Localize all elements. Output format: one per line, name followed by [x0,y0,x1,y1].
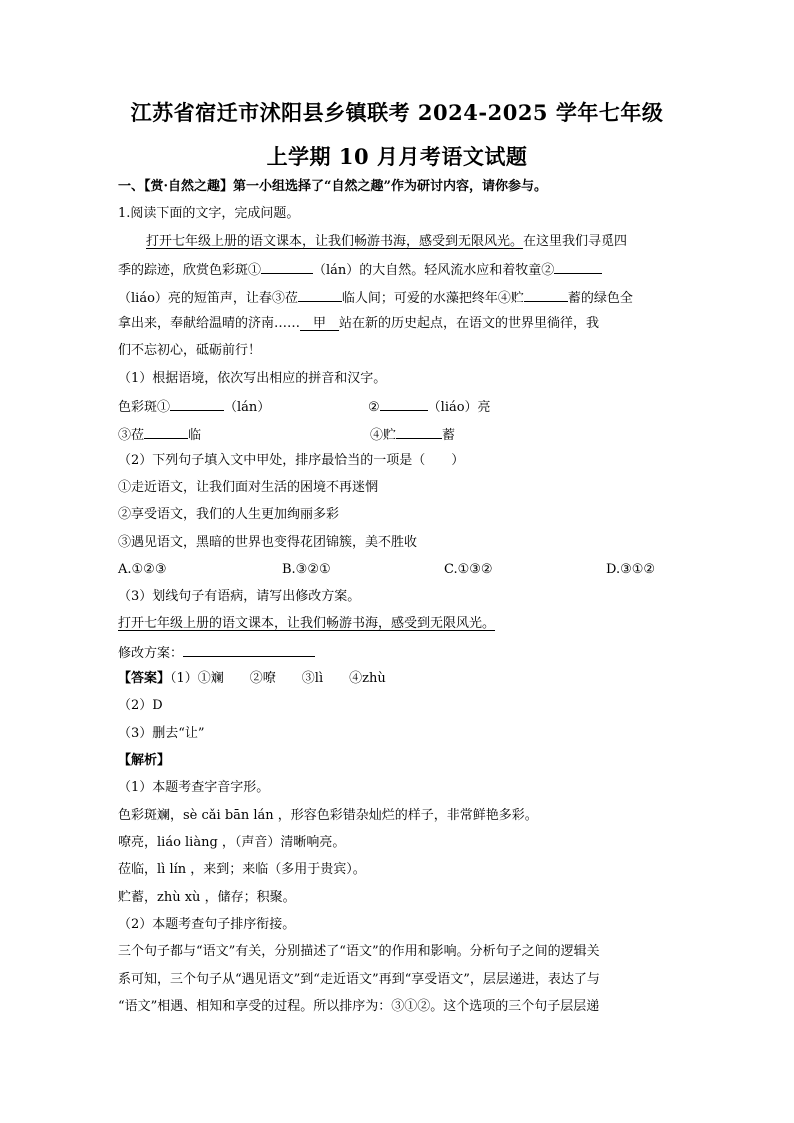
document-title-line1: 江苏省宿迁市沭阳县乡镇联考 2024-2025 学年七年级 [130,100,664,125]
option-b[interactable]: B.③②① [282,562,331,577]
analysis-line-4: 莅临，lì lín ，来到；来临（多用于贵宾）。 [118,862,366,877]
answer-blank[interactable] [298,288,342,302]
answer-line-2: （2）D [118,698,163,713]
analysis-line-2: 色彩斑斓，sè cǎi bān lán ，形容色彩错杂灿烂的样子，非常鲜艳多彩。 [118,808,538,823]
answer-line-1: 【答案】（1）①斓 ②嘹 ③lì ④zhù [118,671,386,686]
fill-item-3: ③莅 临 [118,425,201,445]
analysis-line-8: 系可知，三个句子从“遇见语文”到“走近语文”再到“享受语文”，层层递进，表达了与 [118,972,600,987]
answer-blank[interactable] [554,260,602,274]
sub-question-3-stem: （3）划线句子有语病，请写出修改方案。 [118,589,361,604]
faulty-sentence: 打开七年级上册的语文课本，让我们畅游书海，感受到无限风光。 [118,616,496,631]
question-stem: 1.阅读下面的文字，完成问题。 [118,206,300,221]
answer-blank[interactable] [396,425,442,439]
option-a[interactable]: A.①②③ [118,562,167,577]
fix-line: 修改方案： [118,643,315,663]
analysis-line-3: 嘹亮，liáo liàng ，（声音）清晰响亮。 [118,835,346,850]
fill-item-2: ② （liáo）亮 [368,397,491,417]
answer-line-3: （3）删去“让” [118,726,205,741]
analysis-line-1: （1）本题考查字音字形。 [118,780,270,795]
answer-blank[interactable] [380,397,428,411]
analysis-label: 【解析】 [118,753,171,768]
option-d[interactable]: D.③①② [606,562,656,577]
passage-line-2: 季的踪迹，欣赏色彩斑① （lán）的大自然。轻风流水应和着牧童② [118,260,602,280]
answer-blank[interactable] [261,260,313,274]
sub-question-2-stem: （2）下列句子填入文中甲处，排序最恰当的一项是（ ） [118,453,465,468]
analysis-line-5: 贮蓄，zhù xù ，储存；积聚。 [118,890,296,905]
answer-blank[interactable] [183,643,315,657]
option-c[interactable]: C.①③② [444,562,493,577]
passage-line-1: 打开七年级上册的语文课本，让我们畅游书海，感受到无限风光。在这里我们寻觅四 [146,234,628,249]
passage-line-3: （liáo）亮的短笛声，让春③莅 临人间；可爱的水藻把终年④贮 蓄的绿色全 [118,288,633,308]
answer-blank[interactable] [170,397,224,411]
analysis-line-6: （2）本题考查句子排序衔接。 [118,917,296,932]
analysis-line-9: “语文”相遇、相知和享受的过程。所以排序为：③①②。这个选项的三个句子层层递 [118,999,600,1014]
answer-blank[interactable] [524,288,568,302]
analysis-line-7: 三个句子都与“语文”有关，分别描述了“语文”的作用和影响。分析句子之间的逻辑关 [118,944,600,959]
sentence-2: ②享受语文，我们的人生更加绚丽多彩 [118,507,340,522]
section-heading: 一、【赏·自然之趣】第一小组选择了“自然之趣”作为研讨内容，请你参与。 [118,179,547,194]
blank-jia: 甲 [313,316,327,331]
fill-item-1: 色彩斑① （lán） [118,397,270,417]
sentence-3: ③遇见语文，黑暗的世界也变得花团锦簇，美不胜收 [118,535,418,550]
passage-line-4: 拿出来，奉献给温晴的济南…… 甲 站在新的历史起点，在语文的世界里徜徉，我 [118,316,600,331]
answer-blank[interactable] [144,425,188,439]
passage-line-5: 们不忘初心，砥砺前行！ [118,343,262,358]
underlined-sentence: 打开七年级上册的语文课本，让我们畅游书海，感受到无限风光。 [146,234,524,249]
sentence-1: ①走近语文，让我们面对生活的困境不再迷惘 [118,480,379,495]
document-title-line2: 上学期 10 月月考语文试题 [266,144,528,169]
sub-question-1-stem: （1）根据语境，依次写出相应的拼音和汉字。 [118,371,387,386]
fill-item-4: ④贮 蓄 [370,425,455,445]
